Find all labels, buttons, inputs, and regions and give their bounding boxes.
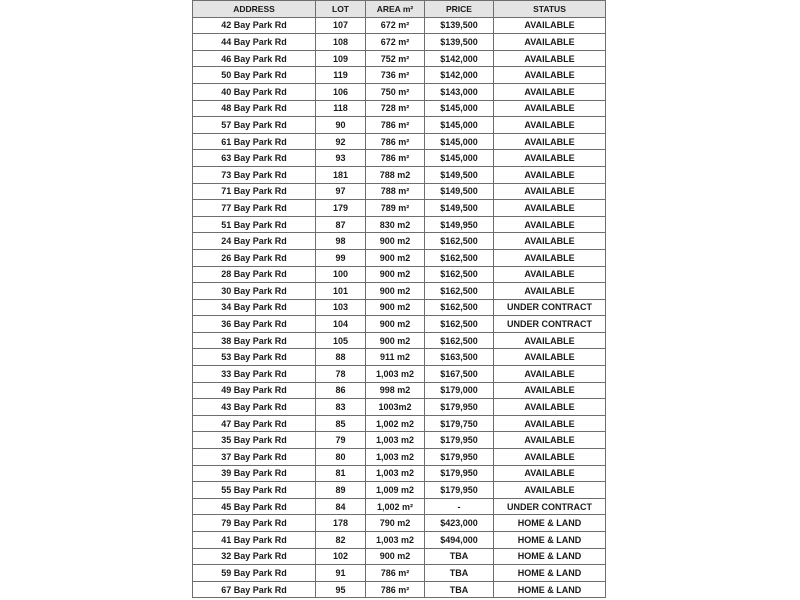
status-cell: UNDER CONTRACT: [494, 316, 606, 333]
address-cell: 48 Bay Park Rd: [193, 100, 316, 117]
status-cell: AVAILABLE: [494, 382, 606, 399]
lot-cell: 89: [316, 482, 366, 499]
table-body: [193, 17, 606, 598]
price-cell: $179,950: [425, 432, 494, 449]
lot-cell: 97: [316, 183, 366, 200]
price-cell: $162,500: [425, 299, 494, 316]
address-cell: 51 Bay Park Rd: [193, 216, 316, 233]
price-cell: $145,000: [425, 133, 494, 150]
price-cell: $167,500: [425, 366, 494, 383]
address-cell: 38 Bay Park Rd: [193, 332, 316, 349]
status-cell: AVAILABLE: [494, 482, 606, 499]
status-cell: AVAILABLE: [494, 166, 606, 183]
lot-cell: 178: [316, 515, 366, 532]
area-cell: 900 m2: [366, 316, 425, 333]
status-cell: AVAILABLE: [494, 449, 606, 466]
lot-cell: 98: [316, 233, 366, 250]
address-cell: 53 Bay Park Rd: [193, 349, 316, 366]
header-row: [193, 1, 606, 18]
address-cell: 44 Bay Park Rd: [193, 34, 316, 51]
table-row: [193, 548, 606, 565]
area-cell: 786 m²: [366, 565, 425, 582]
table-row: [193, 83, 606, 100]
address-cell: 35 Bay Park Rd: [193, 432, 316, 449]
address-column-header: ADDRESS: [193, 1, 316, 18]
price-cell: $139,500: [425, 17, 494, 34]
area-cell: 786 m²: [366, 150, 425, 167]
lot-cell: 78: [316, 366, 366, 383]
price-cell: $162,500: [425, 233, 494, 250]
lot-cell: 93: [316, 150, 366, 167]
table-row: [193, 150, 606, 167]
status-column-header: STATUS: [494, 1, 606, 18]
area-cell: 1,002 m²: [366, 498, 425, 515]
table-row: [193, 465, 606, 482]
table-row: [193, 366, 606, 383]
table-row: [193, 200, 606, 217]
address-cell: 77 Bay Park Rd: [193, 200, 316, 217]
address-cell: 32 Bay Park Rd: [193, 548, 316, 565]
lot-cell: 95: [316, 581, 366, 598]
price-cell: TBA: [425, 581, 494, 598]
price-cell: $162,500: [425, 332, 494, 349]
table-row: [193, 482, 606, 499]
table-row: [193, 565, 606, 582]
table-row: [193, 382, 606, 399]
price-cell: $149,950: [425, 216, 494, 233]
status-cell: AVAILABLE: [494, 17, 606, 34]
table-row: [193, 415, 606, 432]
table-row: [193, 133, 606, 150]
price-cell: $162,500: [425, 283, 494, 300]
address-cell: 47 Bay Park Rd: [193, 415, 316, 432]
table-row: [193, 117, 606, 134]
status-cell: AVAILABLE: [494, 34, 606, 51]
status-cell: AVAILABLE: [494, 366, 606, 383]
status-cell: AVAILABLE: [494, 100, 606, 117]
address-cell: 73 Bay Park Rd: [193, 166, 316, 183]
area-cell: 1,009 m2: [366, 482, 425, 499]
address-cell: 46 Bay Park Rd: [193, 50, 316, 67]
status-cell: AVAILABLE: [494, 50, 606, 67]
status-cell: UNDER CONTRACT: [494, 498, 606, 515]
table-header: [193, 1, 606, 18]
table-row: [193, 498, 606, 515]
table-row: [193, 166, 606, 183]
area-column-header: AREA m²: [366, 1, 425, 18]
status-cell: AVAILABLE: [494, 465, 606, 482]
table-row: [193, 515, 606, 532]
status-cell: AVAILABLE: [494, 150, 606, 167]
status-cell: AVAILABLE: [494, 415, 606, 432]
status-cell: AVAILABLE: [494, 183, 606, 200]
price-cell: $162,500: [425, 249, 494, 266]
area-cell: 900 m2: [366, 283, 425, 300]
area-cell: 900 m2: [366, 233, 425, 250]
table-row: [193, 34, 606, 51]
area-cell: 900 m2: [366, 299, 425, 316]
table-row: [193, 581, 606, 598]
table-row: [193, 283, 606, 300]
address-cell: 55 Bay Park Rd: [193, 482, 316, 499]
status-cell: AVAILABLE: [494, 266, 606, 283]
lot-cell: 108: [316, 34, 366, 51]
lot-cell: 181: [316, 166, 366, 183]
lot-price-table: [192, 0, 606, 598]
status-cell: AVAILABLE: [494, 399, 606, 416]
area-cell: 728 m²: [366, 100, 425, 117]
area-cell: 1,003 m2: [366, 449, 425, 466]
address-cell: 43 Bay Park Rd: [193, 399, 316, 416]
price-cell: $143,000: [425, 83, 494, 100]
table-row: [193, 183, 606, 200]
address-cell: 63 Bay Park Rd: [193, 150, 316, 167]
address-cell: 79 Bay Park Rd: [193, 515, 316, 532]
price-cell: -: [425, 498, 494, 515]
lot-cell: 88: [316, 349, 366, 366]
address-cell: 41 Bay Park Rd: [193, 532, 316, 549]
address-cell: 40 Bay Park Rd: [193, 83, 316, 100]
status-cell: AVAILABLE: [494, 67, 606, 84]
lot-cell: 90: [316, 117, 366, 134]
address-cell: 24 Bay Park Rd: [193, 233, 316, 250]
status-cell: HOME & LAND: [494, 548, 606, 565]
table-row: [193, 432, 606, 449]
table-row: [193, 299, 606, 316]
status-cell: HOME & LAND: [494, 532, 606, 549]
status-cell: AVAILABLE: [494, 200, 606, 217]
address-cell: 30 Bay Park Rd: [193, 283, 316, 300]
status-cell: HOME & LAND: [494, 565, 606, 582]
table-row: [193, 316, 606, 333]
table-row: [193, 349, 606, 366]
area-cell: 786 m²: [366, 133, 425, 150]
address-cell: 37 Bay Park Rd: [193, 449, 316, 466]
price-cell: $149,500: [425, 166, 494, 183]
table-row: [193, 50, 606, 67]
address-cell: 61 Bay Park Rd: [193, 133, 316, 150]
price-cell: TBA: [425, 548, 494, 565]
price-cell: $145,000: [425, 100, 494, 117]
price-cell: $162,500: [425, 266, 494, 283]
status-cell: UNDER CONTRACT: [494, 299, 606, 316]
lot-cell: 81: [316, 465, 366, 482]
price-cell: $179,950: [425, 482, 494, 499]
address-cell: 50 Bay Park Rd: [193, 67, 316, 84]
lot-cell: 99: [316, 249, 366, 266]
lot-cell: 104: [316, 316, 366, 333]
status-cell: AVAILABLE: [494, 249, 606, 266]
area-cell: 911 m2: [366, 349, 425, 366]
area-cell: 900 m2: [366, 548, 425, 565]
price-cell: $179,750: [425, 415, 494, 432]
table-row: [193, 249, 606, 266]
lot-cell: 118: [316, 100, 366, 117]
price-cell: $142,000: [425, 50, 494, 67]
area-cell: 900 m2: [366, 266, 425, 283]
table-row: [193, 67, 606, 84]
address-cell: 67 Bay Park Rd: [193, 581, 316, 598]
area-cell: 900 m2: [366, 332, 425, 349]
area-cell: 1,002 m2: [366, 415, 425, 432]
lot-cell: 79: [316, 432, 366, 449]
address-cell: 36 Bay Park Rd: [193, 316, 316, 333]
price-cell: $149,500: [425, 183, 494, 200]
table-row: [193, 332, 606, 349]
lot-cell: 102: [316, 548, 366, 565]
table-row: [193, 100, 606, 117]
lot-cell: 87: [316, 216, 366, 233]
address-cell: 59 Bay Park Rd: [193, 565, 316, 582]
area-cell: 736 m²: [366, 67, 425, 84]
status-cell: AVAILABLE: [494, 216, 606, 233]
lot-cell: 82: [316, 532, 366, 549]
address-cell: 57 Bay Park Rd: [193, 117, 316, 134]
table-row: [193, 532, 606, 549]
price-column-header: PRICE: [425, 1, 494, 18]
area-cell: 1003m2: [366, 399, 425, 416]
status-cell: AVAILABLE: [494, 117, 606, 134]
lot-cell: 101: [316, 283, 366, 300]
area-cell: 1,003 m2: [366, 532, 425, 549]
lot-cell: 179: [316, 200, 366, 217]
area-cell: 789 m²: [366, 200, 425, 217]
area-cell: 786 m²: [366, 581, 425, 598]
price-cell: $149,500: [425, 200, 494, 217]
price-cell: $163,500: [425, 349, 494, 366]
price-cell: $179,000: [425, 382, 494, 399]
lot-cell: 92: [316, 133, 366, 150]
area-cell: 788 m²: [366, 183, 425, 200]
price-cell: $423,000: [425, 515, 494, 532]
lot-cell: 119: [316, 67, 366, 84]
price-cell: $145,000: [425, 117, 494, 134]
area-cell: 786 m²: [366, 117, 425, 134]
lot-cell: 85: [316, 415, 366, 432]
lot-cell: 103: [316, 299, 366, 316]
area-cell: 900 m2: [366, 249, 425, 266]
status-cell: AVAILABLE: [494, 349, 606, 366]
address-cell: 26 Bay Park Rd: [193, 249, 316, 266]
area-cell: 830 m2: [366, 216, 425, 233]
table-row: [193, 17, 606, 34]
lot-cell: 86: [316, 382, 366, 399]
lot-cell: 83: [316, 399, 366, 416]
price-cell: $179,950: [425, 465, 494, 482]
area-cell: 788 m2: [366, 166, 425, 183]
status-cell: AVAILABLE: [494, 133, 606, 150]
lot-cell: 100: [316, 266, 366, 283]
lot-cell: 105: [316, 332, 366, 349]
price-cell: $179,950: [425, 449, 494, 466]
status-cell: AVAILABLE: [494, 83, 606, 100]
area-cell: 750 m²: [366, 83, 425, 100]
lot-cell: 80: [316, 449, 366, 466]
status-cell: AVAILABLE: [494, 432, 606, 449]
price-cell: $179,950: [425, 399, 494, 416]
lot-cell: 84: [316, 498, 366, 515]
address-cell: 33 Bay Park Rd: [193, 366, 316, 383]
table-row: [193, 216, 606, 233]
table-row: [193, 266, 606, 283]
lot-cell: 107: [316, 17, 366, 34]
address-cell: 39 Bay Park Rd: [193, 465, 316, 482]
area-cell: 1,003 m2: [366, 366, 425, 383]
price-cell: $162,500: [425, 316, 494, 333]
area-cell: 1,003 m2: [366, 465, 425, 482]
table-row: [193, 449, 606, 466]
lot-cell: 109: [316, 50, 366, 67]
address-cell: 45 Bay Park Rd: [193, 498, 316, 515]
area-cell: 752 m²: [366, 50, 425, 67]
area-cell: 998 m2: [366, 382, 425, 399]
address-cell: 28 Bay Park Rd: [193, 266, 316, 283]
table-row: [193, 233, 606, 250]
area-cell: 790 m2: [366, 515, 425, 532]
status-cell: AVAILABLE: [494, 283, 606, 300]
status-cell: HOME & LAND: [494, 515, 606, 532]
status-cell: AVAILABLE: [494, 332, 606, 349]
address-cell: 71 Bay Park Rd: [193, 183, 316, 200]
lot-cell: 106: [316, 83, 366, 100]
area-cell: 672 m²: [366, 34, 425, 51]
lot-cell: 91: [316, 565, 366, 582]
area-cell: 1,003 m2: [366, 432, 425, 449]
price-cell: $142,000: [425, 67, 494, 84]
status-cell: HOME & LAND: [494, 581, 606, 598]
address-cell: 42 Bay Park Rd: [193, 17, 316, 34]
status-cell: AVAILABLE: [494, 233, 606, 250]
price-cell: $145,000: [425, 150, 494, 167]
address-cell: 49 Bay Park Rd: [193, 382, 316, 399]
area-cell: 672 m²: [366, 17, 425, 34]
price-cell: TBA: [425, 565, 494, 582]
price-cell: $494,000: [425, 532, 494, 549]
price-cell: $139,500: [425, 34, 494, 51]
address-cell: 34 Bay Park Rd: [193, 299, 316, 316]
table-row: [193, 399, 606, 416]
lot-column-header: LOT: [316, 1, 366, 18]
